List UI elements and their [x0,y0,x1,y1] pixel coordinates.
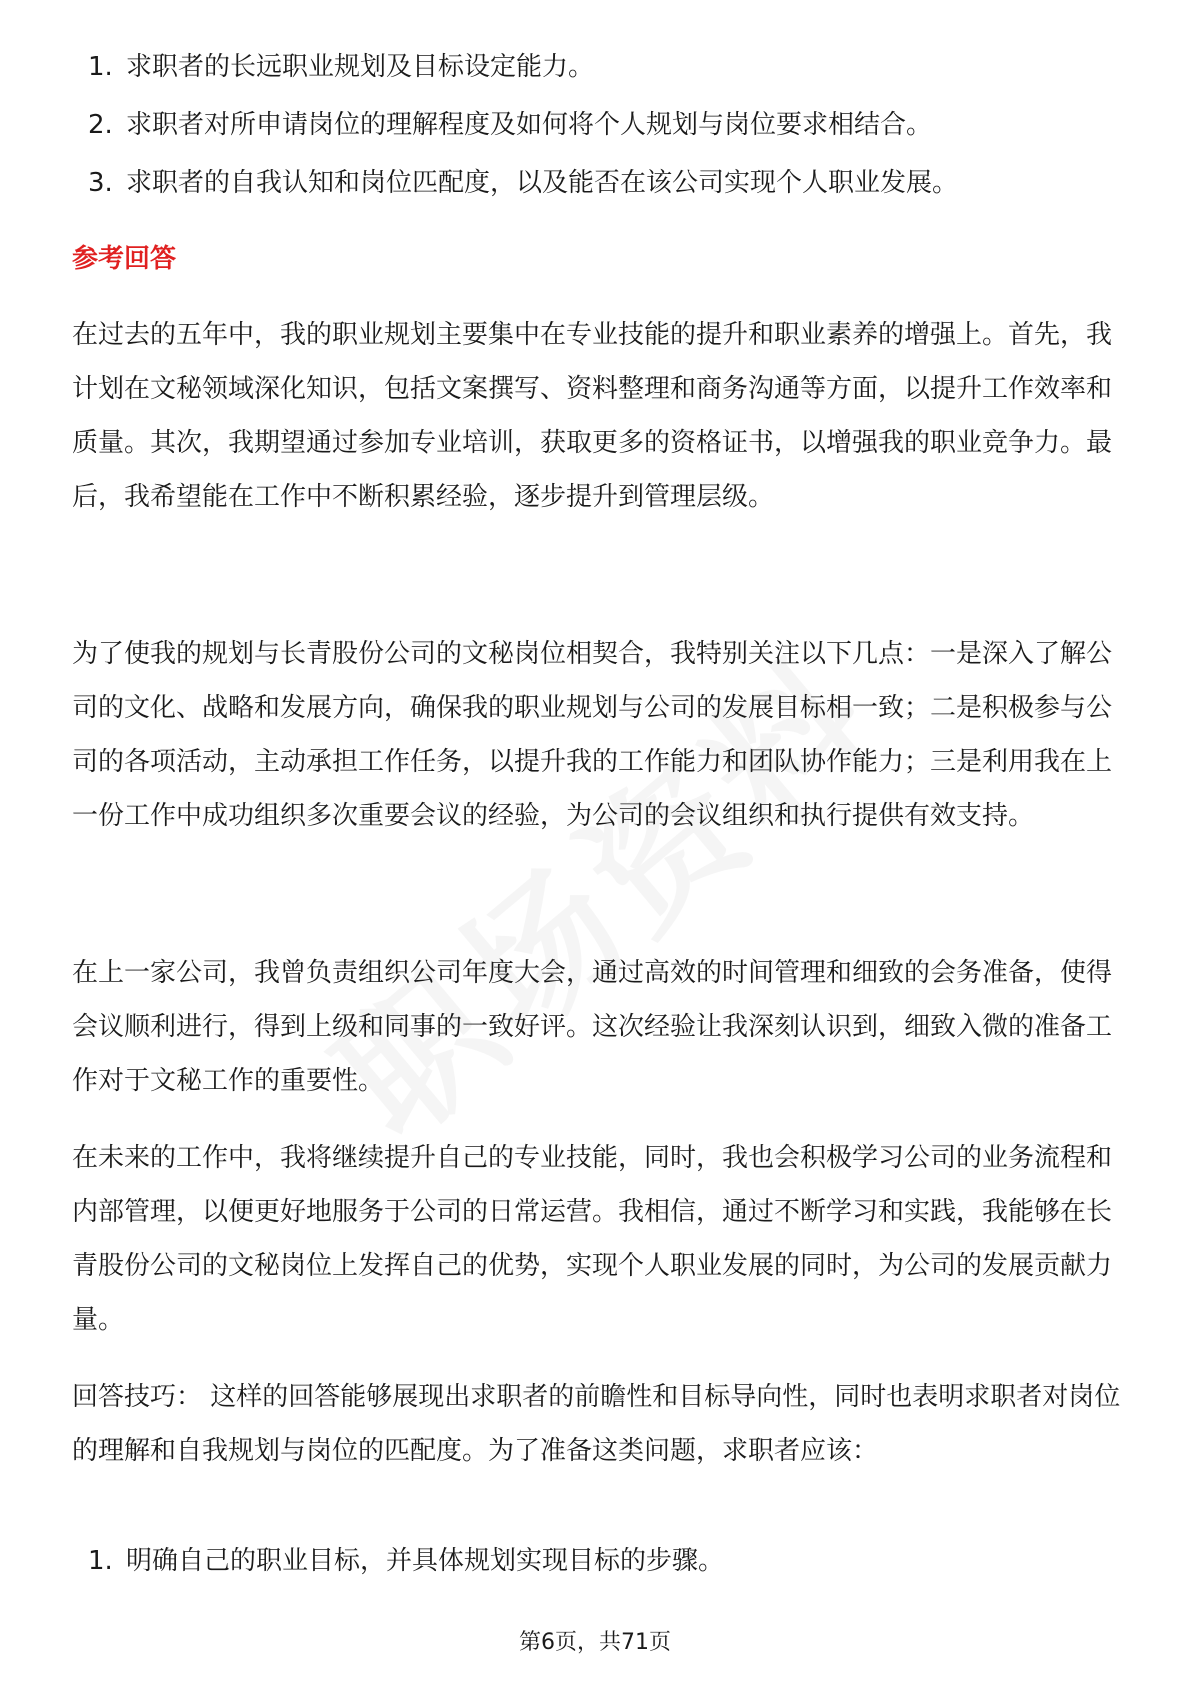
list-item [88,52,1128,82]
list-item [88,1546,1128,1576]
list-item-text: 求职者的自我认知和岗位匹配度，以及能否在该公司实现个人职业发展。 [126,168,959,198]
list-item-number: 2. [88,110,113,140]
list-item-text: 求职者的长远职业规划及目标设定能力。 [126,52,595,82]
paragraph: 在过去的五年中，我的职业规划主要集中在专业技能的提升和职业素养的增强上。首先，我计划在文秘领域深化知识，包括文案撰写、资料整理和商务沟通等方面，以提升工作效率和质量。其次，我期望通过参加专业培训，获取更多的资格证书，以增强我的职业竞争力。最后，我希望能在工作中不断积累经验，逐步提升到管理层级。 [72,320,1113,512]
page-number: 第6页，共71页 [519,1630,671,1655]
paragraph: 为了使我的规划与长青股份公司的文秘岗位相契合，我特别关注以下几点：一是深入了解公司的文化、战略和发展方向，确保我的职业规划与公司的发展目标相一致；二是积极参与公司的各项活动，主动承担工作任务，以提升我的工作能力和团队协作能力；三是利用我在上一份工作中成功组织多次重要会议的经验，为公司的会议组织和执行提供有效支持。 [72,639,1113,831]
answer-tips-paragraph: 回答技巧： 这样的回答能够展现出求职者的前瞻性和目标导向性，同时也表明求职者对岗位的理解和自我规划与岗位的匹配度。为了准备这类问题，求职者应该： [72,1382,1121,1466]
list-item [88,168,1128,198]
list-item [88,110,1128,140]
list-item-number: 1. [88,52,113,82]
list-item-number: 1. [88,1546,113,1576]
list-item-text: 明确自己的职业目标，并具体规划实现目标的步骤。 [126,1546,725,1576]
list-item-number: 3. [88,168,113,198]
criteria-list [88,52,1128,226]
paragraph: 在未来的工作中，我将继续提升自己的专业技能，同时，我也会积极学习公司的业务流程和内部管理，以便更好地服务于公司的日常运营。我相信，通过不断学习和实践，我能够在长青股份公司的文秘岗位上发挥自己的优势，实现个人职业发展的同时，为公司的发展贡献力量。 [72,1143,1113,1335]
tips-list [88,1546,1128,1604]
section-heading: 参考回答 [72,244,177,274]
list-item-text: 求职者对所申请岗位的理解程度及如何将个人规划与岗位要求相结合。 [126,110,933,140]
paragraph: 在上一家公司，我曾负责组织公司年度大会，通过高效的时间管理和细致的会务准备，使得会议顺利进行，得到上级和同事的一致好评。这次经验让我深刻认识到，细致入微的准备工作对于文秘工作的重要性。 [72,958,1113,1096]
